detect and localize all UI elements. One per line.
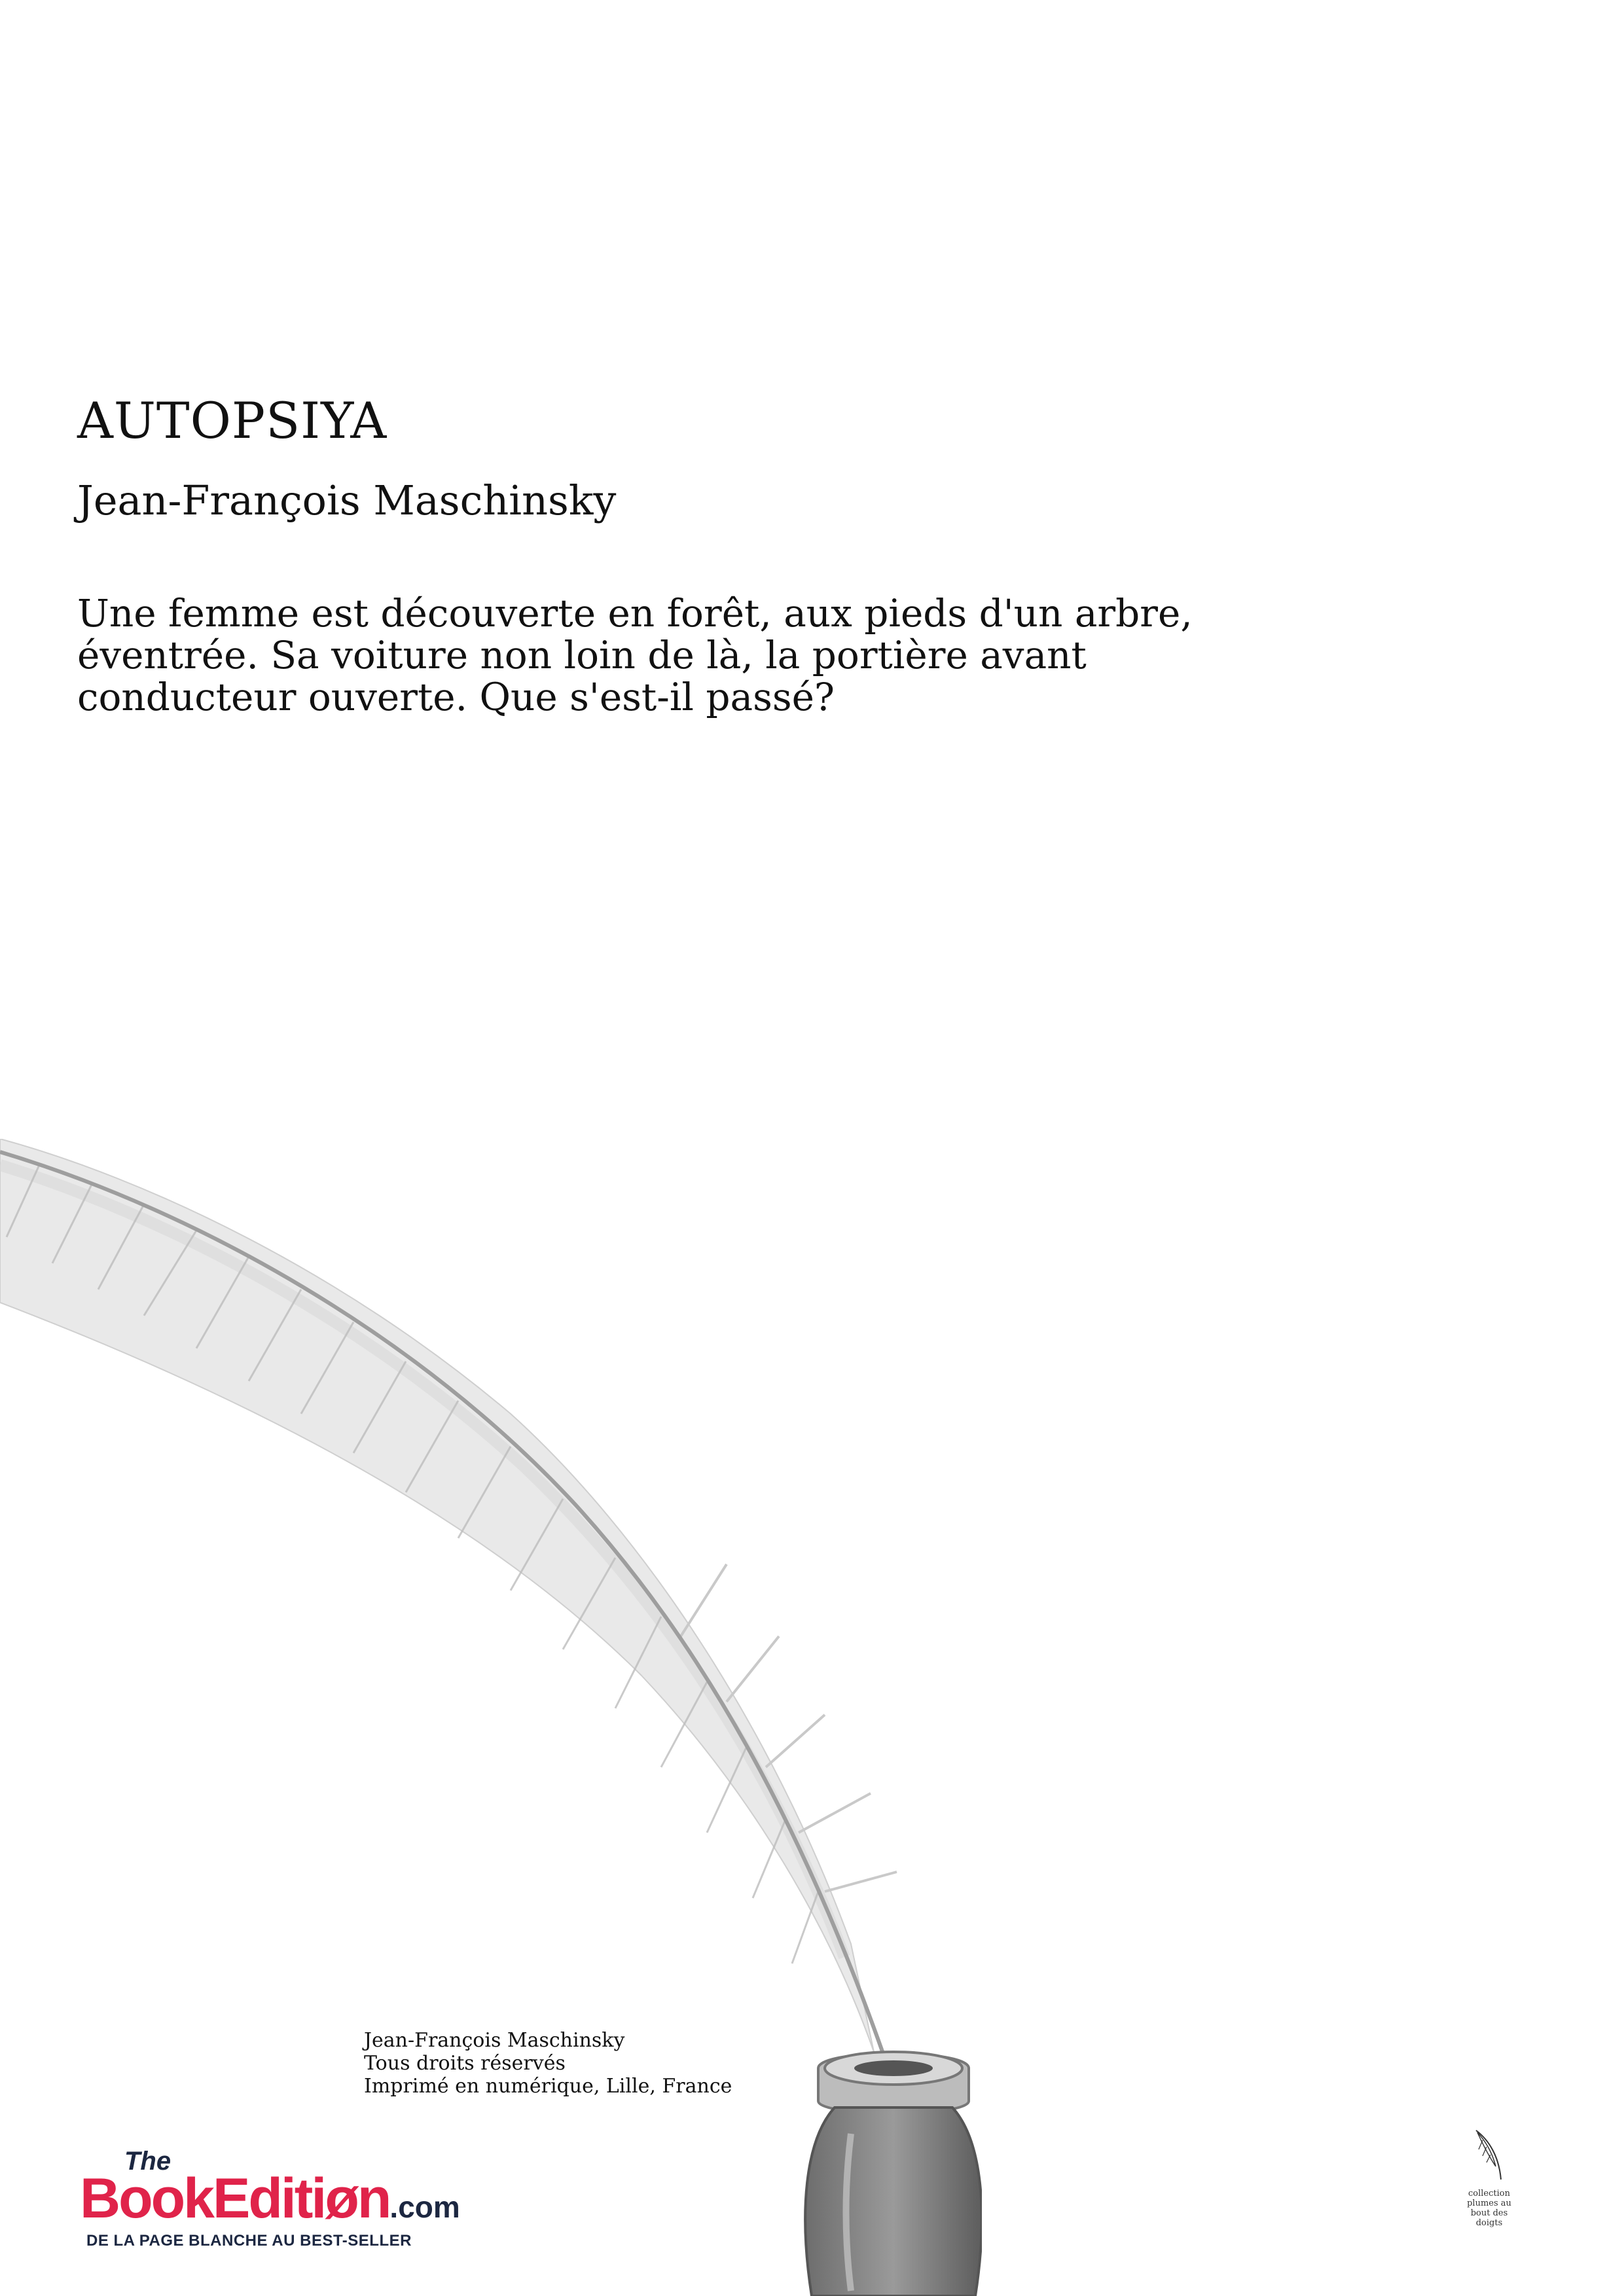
quill-icon	[1470, 2127, 1509, 2186]
collection-line: bout des	[1470, 2208, 1508, 2218]
book-summary	[77, 592, 1321, 718]
publisher-logo-name	[80, 2166, 460, 2231]
publisher-tagline: DE LA PAGE BLANCHE AU BEST-SELLER	[86, 2232, 412, 2250]
publisher-logo-the: The	[124, 2147, 171, 2176]
imprint-line: Jean-François Maschinsky	[364, 2029, 625, 2052]
imprint-line: Imprimé en numérique, Lille, France	[364, 2075, 732, 2098]
book-author: Jean-François Maschinsky	[77, 476, 617, 524]
collection-line: doigts	[1475, 2218, 1503, 2228]
imprint	[364, 2029, 732, 2098]
collection-line: plumes au	[1467, 2198, 1511, 2208]
publisher-logo-dotcom: .com	[389, 2190, 460, 2224]
publisher-logo-o-glyph: ø	[325, 2167, 357, 2230]
collection-label	[1453, 2189, 1525, 2228]
collection-mark	[1453, 2127, 1525, 2228]
summary-line: Une femme est découverte en forêt, aux pieds d'un arbre,	[77, 591, 1193, 636]
quill-and-inkwell-icon	[0, 1139, 982, 2296]
collection-line: collection	[1468, 2189, 1510, 2198]
summary-line: conducteur ouverte. Que s'est-il passé?	[77, 675, 835, 719]
publisher-logo-name-end: n	[357, 2167, 390, 2230]
publisher-logo	[80, 2147, 486, 2258]
summary-line: éventrée. Sa voiture non loin de là, la portière avant	[77, 633, 1087, 677]
book-title: AUTOPSIYA	[77, 391, 388, 450]
publisher-logo-name-start: BookEditi	[80, 2167, 325, 2230]
imprint-line: Tous droits réservés	[364, 2052, 566, 2075]
